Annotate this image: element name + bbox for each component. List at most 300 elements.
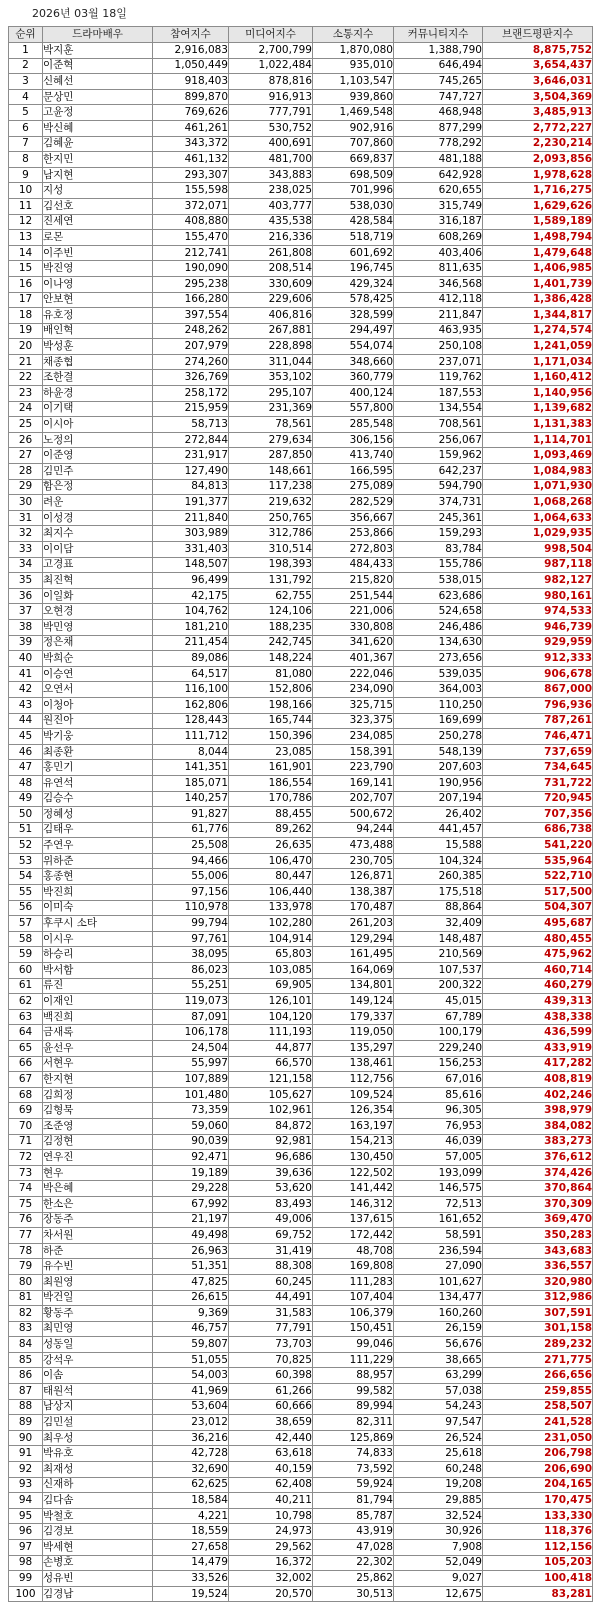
- brand-index-cell: 258,507: [483, 1399, 593, 1415]
- rank-cell: 93: [9, 1477, 43, 1493]
- table-row: [9, 292, 593, 308]
- brand-index-cell: 1,241,059: [483, 339, 593, 355]
- community-cell: 12,675: [394, 1586, 483, 1602]
- community-cell: 175,518: [394, 885, 483, 901]
- participation-cell: 27,658: [153, 1540, 229, 1556]
- media-cell: 198,166: [229, 697, 313, 713]
- community-cell: 57,005: [394, 1150, 483, 1166]
- rank-cell: 70: [9, 1118, 43, 1134]
- actor-name-cell: 박성훈: [43, 339, 153, 355]
- participation-cell: 272,844: [153, 432, 229, 448]
- communication-cell: 25,862: [313, 1571, 394, 1587]
- actor-name-cell: 오현경: [43, 604, 153, 620]
- media-cell: 878,816: [229, 74, 313, 90]
- rank-cell: 12: [9, 214, 43, 230]
- brand-index-cell: 3,485,913: [483, 105, 593, 121]
- media-cell: 10,798: [229, 1508, 313, 1524]
- community-cell: 32,409: [394, 916, 483, 932]
- actor-name-cell: 김승수: [43, 791, 153, 807]
- rank-cell: 50: [9, 807, 43, 823]
- community-cell: 229,240: [394, 1041, 483, 1057]
- media-cell: 60,398: [229, 1368, 313, 1384]
- actor-name-cell: 노정의: [43, 432, 153, 448]
- participation-cell: 372,071: [153, 198, 229, 214]
- brand-index-cell: 998,504: [483, 542, 593, 558]
- brand-index-cell: 133,330: [483, 1508, 593, 1524]
- table-row: [9, 869, 593, 885]
- rank-cell: 48: [9, 775, 43, 791]
- brand-index-cell: 686,738: [483, 822, 593, 838]
- rank-cell: 90: [9, 1430, 43, 1446]
- brand-index-cell: 480,455: [483, 931, 593, 947]
- community-cell: 524,658: [394, 604, 483, 620]
- participation-cell: 51,055: [153, 1352, 229, 1368]
- actor-name-cell: 김경남: [43, 1586, 153, 1602]
- table-row: [9, 1056, 593, 1072]
- rank-cell: 43: [9, 697, 43, 713]
- brand-index-cell: 1,084,983: [483, 464, 593, 480]
- actor-name-cell: 박기웅: [43, 729, 153, 745]
- table-row: [9, 729, 593, 745]
- table-row: [9, 900, 593, 916]
- communication-cell: 538,030: [313, 198, 394, 214]
- community-cell: 346,568: [394, 276, 483, 292]
- communication-cell: 150,451: [313, 1321, 394, 1337]
- community-cell: 76,953: [394, 1118, 483, 1134]
- communication-cell: 707,860: [313, 136, 394, 152]
- media-cell: 106,440: [229, 885, 313, 901]
- media-cell: 198,393: [229, 557, 313, 573]
- media-cell: 24,973: [229, 1524, 313, 1540]
- communication-cell: 360,779: [313, 370, 394, 386]
- communication-cell: 170,487: [313, 900, 394, 916]
- community-cell: 32,524: [394, 1508, 483, 1524]
- participation-cell: 127,490: [153, 464, 229, 480]
- table-row: [9, 573, 593, 589]
- brand-index-cell: 112,156: [483, 1540, 593, 1556]
- community-cell: 548,139: [394, 744, 483, 760]
- community-cell: 594,790: [394, 479, 483, 495]
- table-row: [9, 963, 593, 979]
- media-cell: 343,883: [229, 167, 313, 183]
- participation-cell: 96,499: [153, 573, 229, 589]
- rank-cell: 94: [9, 1493, 43, 1509]
- table-row: [9, 1150, 593, 1166]
- media-cell: 403,777: [229, 198, 313, 214]
- rank-cell: 79: [9, 1259, 43, 1275]
- media-cell: 267,881: [229, 323, 313, 339]
- rank-cell: 88: [9, 1399, 43, 1415]
- media-cell: 84,872: [229, 1118, 313, 1134]
- media-cell: 29,562: [229, 1540, 313, 1556]
- participation-cell: 185,071: [153, 775, 229, 791]
- brand-index-cell: 495,687: [483, 916, 593, 932]
- communication-cell: 172,442: [313, 1228, 394, 1244]
- rank-cell: 14: [9, 245, 43, 261]
- communication-cell: 698,509: [313, 167, 394, 183]
- brand-index-cell: 206,798: [483, 1446, 593, 1462]
- rank-cell: 23: [9, 386, 43, 402]
- rank-cell: 42: [9, 682, 43, 698]
- brand-index-cell: 1,401,739: [483, 276, 593, 292]
- brand-index-cell: 105,203: [483, 1555, 593, 1571]
- community-cell: 315,749: [394, 198, 483, 214]
- media-cell: 102,280: [229, 916, 313, 932]
- actor-name-cell: 박서함: [43, 963, 153, 979]
- media-cell: 44,877: [229, 1041, 313, 1057]
- community-cell: 57,038: [394, 1384, 483, 1400]
- actor-name-cell: 배인혁: [43, 323, 153, 339]
- communication-cell: 89,994: [313, 1399, 394, 1415]
- rank-cell: 75: [9, 1196, 43, 1212]
- rank-cell: 8: [9, 152, 43, 168]
- brand-index-cell: 1,406,985: [483, 261, 593, 277]
- actor-name-cell: 최재성: [43, 1462, 153, 1478]
- media-cell: 63,618: [229, 1446, 313, 1462]
- community-cell: 441,457: [394, 822, 483, 838]
- communication-cell: 223,790: [313, 760, 394, 776]
- table-row: [9, 354, 593, 370]
- rank-cell: 66: [9, 1056, 43, 1072]
- actor-name-cell: 이기택: [43, 401, 153, 417]
- communication-cell: 356,667: [313, 510, 394, 526]
- actor-name-cell: 채종협: [43, 354, 153, 370]
- communication-cell: 234,085: [313, 729, 394, 745]
- media-cell: 133,978: [229, 900, 313, 916]
- rank-cell: 44: [9, 713, 43, 729]
- table-row: [9, 760, 593, 776]
- communication-cell: 59,924: [313, 1477, 394, 1493]
- participation-cell: 461,261: [153, 120, 229, 136]
- communication-cell: 129,294: [313, 931, 394, 947]
- media-cell: 261,808: [229, 245, 313, 261]
- community-cell: 119,762: [394, 370, 483, 386]
- communication-cell: 669,837: [313, 152, 394, 168]
- rank-cell: 64: [9, 1025, 43, 1041]
- participation-cell: 91,827: [153, 807, 229, 823]
- actor-name-cell: 김희정: [43, 1087, 153, 1103]
- table-row: [9, 1571, 593, 1587]
- community-cell: 463,935: [394, 323, 483, 339]
- table-row: [9, 432, 593, 448]
- brand-index-cell: 974,533: [483, 604, 593, 620]
- communication-cell: 348,660: [313, 354, 394, 370]
- brand-index-cell: 541,220: [483, 838, 593, 854]
- table-row: [9, 1274, 593, 1290]
- communication-cell: 230,705: [313, 853, 394, 869]
- actor-name-cell: 태원석: [43, 1384, 153, 1400]
- brand-index-cell: 796,936: [483, 697, 593, 713]
- participation-cell: 51,351: [153, 1259, 229, 1275]
- rank-cell: 68: [9, 1087, 43, 1103]
- communication-cell: 74,833: [313, 1446, 394, 1462]
- participation-cell: 107,889: [153, 1072, 229, 1088]
- brand-index-cell: 1,716,275: [483, 183, 593, 199]
- communication-cell: 137,615: [313, 1212, 394, 1228]
- communication-cell: 169,808: [313, 1259, 394, 1275]
- table-row: [9, 136, 593, 152]
- table-row: [9, 105, 593, 121]
- table-row: [9, 89, 593, 105]
- community-cell: 481,188: [394, 152, 483, 168]
- community-cell: 211,847: [394, 308, 483, 324]
- participation-cell: 303,989: [153, 526, 229, 542]
- communication-cell: 282,529: [313, 495, 394, 511]
- communication-cell: 130,450: [313, 1150, 394, 1166]
- actor-name-cell: 박철호: [43, 1508, 153, 1524]
- communication-cell: 429,324: [313, 276, 394, 292]
- actor-name-cell: 로몬: [43, 230, 153, 246]
- community-cell: 236,594: [394, 1243, 483, 1259]
- participation-cell: 38,095: [153, 947, 229, 963]
- actor-name-cell: 김정현: [43, 1134, 153, 1150]
- table-row: [9, 261, 593, 277]
- community-cell: 58,591: [394, 1228, 483, 1244]
- rank-cell: 63: [9, 1009, 43, 1025]
- communication-cell: 428,584: [313, 214, 394, 230]
- communication-cell: 601,692: [313, 245, 394, 261]
- brand-index-cell: 522,710: [483, 869, 593, 885]
- media-cell: 1,022,484: [229, 58, 313, 74]
- rank-cell: 38: [9, 619, 43, 635]
- media-cell: 295,107: [229, 386, 313, 402]
- table-row: [9, 198, 593, 214]
- participation-cell: 162,806: [153, 697, 229, 713]
- table-row: [9, 323, 593, 339]
- actor-name-cell: 김민설: [43, 1415, 153, 1431]
- brand-index-cell: 289,232: [483, 1337, 593, 1353]
- table-row: [9, 339, 593, 355]
- community-cell: 260,385: [394, 869, 483, 885]
- table-row: [9, 1540, 593, 1556]
- actor-name-cell: 박민영: [43, 619, 153, 635]
- table-row: [9, 370, 593, 386]
- communication-cell: 125,869: [313, 1430, 394, 1446]
- ranking-table: [8, 26, 593, 1602]
- rank-cell: 30: [9, 495, 43, 511]
- actor-name-cell: 지성: [43, 183, 153, 199]
- brand-index-cell: 376,612: [483, 1150, 593, 1166]
- communication-cell: 164,069: [313, 963, 394, 979]
- table-row: [9, 635, 593, 651]
- actor-name-cell: 황동주: [43, 1306, 153, 1322]
- community-cell: 412,118: [394, 292, 483, 308]
- community-cell: 207,603: [394, 760, 483, 776]
- communication-cell: 146,312: [313, 1196, 394, 1212]
- rank-cell: 62: [9, 994, 43, 1010]
- media-cell: 81,080: [229, 666, 313, 682]
- rank-cell: 24: [9, 401, 43, 417]
- brand-index-cell: 336,557: [483, 1259, 593, 1275]
- actor-name-cell: 김다솜: [43, 1493, 153, 1509]
- communication-cell: 169,141: [313, 775, 394, 791]
- rank-cell: 28: [9, 464, 43, 480]
- communication-cell: 138,387: [313, 885, 394, 901]
- brand-index-cell: 3,654,437: [483, 58, 593, 74]
- rank-cell: 19: [9, 323, 43, 339]
- participation-cell: 55,997: [153, 1056, 229, 1072]
- brand-index-cell: 1,071,930: [483, 479, 593, 495]
- table-row: [9, 822, 593, 838]
- actor-name-cell: 연우진: [43, 1150, 153, 1166]
- actor-name-cell: 후쿠시 소타: [43, 916, 153, 932]
- actor-name-cell: 남지현: [43, 167, 153, 183]
- communication-cell: 272,803: [313, 542, 394, 558]
- rank-cell: 7: [9, 136, 43, 152]
- table-row: [9, 1352, 593, 1368]
- participation-cell: 58,713: [153, 417, 229, 433]
- brand-index-cell: 867,000: [483, 682, 593, 698]
- communication-cell: 306,156: [313, 432, 394, 448]
- rank-cell: 11: [9, 198, 43, 214]
- community-cell: 403,406: [394, 245, 483, 261]
- rank-cell: 41: [9, 666, 43, 682]
- actor-name-cell: 금새록: [43, 1025, 153, 1041]
- brand-index-cell: 504,307: [483, 900, 593, 916]
- actor-name-cell: 정혜성: [43, 807, 153, 823]
- actor-name-cell: 윤선우: [43, 1041, 153, 1057]
- community-cell: 88,864: [394, 900, 483, 916]
- participation-cell: 33,526: [153, 1571, 229, 1587]
- rank-cell: 9: [9, 167, 43, 183]
- table-row: [9, 604, 593, 620]
- media-cell: 31,583: [229, 1306, 313, 1322]
- media-cell: 105,627: [229, 1087, 313, 1103]
- actor-name-cell: 신혜선: [43, 74, 153, 90]
- actor-name-cell: 박희순: [43, 651, 153, 667]
- participation-cell: 55,251: [153, 978, 229, 994]
- table-row: [9, 775, 593, 791]
- participation-cell: 116,100: [153, 682, 229, 698]
- rank-cell: 3: [9, 74, 43, 90]
- rank-cell: 16: [9, 276, 43, 292]
- brand-index-cell: 929,959: [483, 635, 593, 651]
- table-row: [9, 464, 593, 480]
- table-row: [9, 1290, 593, 1306]
- brand-index-cell: 370,864: [483, 1181, 593, 1197]
- communication-cell: 111,229: [313, 1352, 394, 1368]
- media-cell: 216,336: [229, 230, 313, 246]
- rank-cell: 81: [9, 1290, 43, 1306]
- actor-name-cell: 이이담: [43, 542, 153, 558]
- rank-cell: 46: [9, 744, 43, 760]
- rank-cell: 91: [9, 1446, 43, 1462]
- brand-index-cell: 737,659: [483, 744, 593, 760]
- communication-cell: 473,488: [313, 838, 394, 854]
- table-row: [9, 245, 593, 261]
- rank-cell: 83: [9, 1321, 43, 1337]
- rank-cell: 73: [9, 1165, 43, 1181]
- community-cell: 190,956: [394, 775, 483, 791]
- rank-cell: 98: [9, 1555, 43, 1571]
- communication-cell: 557,800: [313, 401, 394, 417]
- table-row: [9, 666, 593, 682]
- participation-cell: 166,280: [153, 292, 229, 308]
- brand-index-cell: 8,875,752: [483, 43, 593, 59]
- community-cell: 107,537: [394, 963, 483, 979]
- actor-name-cell: 진세연: [43, 214, 153, 230]
- media-cell: 61,266: [229, 1384, 313, 1400]
- brand-index-cell: 439,313: [483, 994, 593, 1010]
- communication-cell: 141,442: [313, 1181, 394, 1197]
- community-cell: 46,039: [394, 1134, 483, 1150]
- community-cell: 468,948: [394, 105, 483, 121]
- rank-cell: 86: [9, 1368, 43, 1384]
- media-cell: 229,606: [229, 292, 313, 308]
- participation-cell: 97,761: [153, 931, 229, 947]
- report-date: 2026년 03월 18일: [32, 7, 127, 20]
- brand-index-cell: 3,504,369: [483, 89, 593, 105]
- brand-index-cell: 118,376: [483, 1524, 593, 1540]
- participation-cell: 86,023: [153, 963, 229, 979]
- actor-name-cell: 조한결: [43, 370, 153, 386]
- media-cell: 312,786: [229, 526, 313, 542]
- brand-index-cell: 946,739: [483, 619, 593, 635]
- communication-cell: 88,957: [313, 1368, 394, 1384]
- rank-cell: 36: [9, 588, 43, 604]
- brand-index-cell: 720,945: [483, 791, 593, 807]
- participation-cell: 25,508: [153, 838, 229, 854]
- actor-name-cell: 위하준: [43, 853, 153, 869]
- media-cell: 104,120: [229, 1009, 313, 1025]
- media-cell: 78,561: [229, 417, 313, 433]
- media-cell: 38,659: [229, 1415, 313, 1431]
- rank-cell: 10: [9, 183, 43, 199]
- table-row: [9, 1009, 593, 1025]
- actor-name-cell: 손병호: [43, 1555, 153, 1571]
- rank-cell: 100: [9, 1586, 43, 1602]
- brand-index-cell: 204,165: [483, 1477, 593, 1493]
- brand-index-cell: 1,131,383: [483, 417, 593, 433]
- media-cell: 83,493: [229, 1196, 313, 1212]
- community-cell: 160,260: [394, 1306, 483, 1322]
- media-cell: 152,806: [229, 682, 313, 698]
- community-cell: 200,322: [394, 978, 483, 994]
- brand-index-cell: 206,690: [483, 1462, 593, 1478]
- community-cell: 52,049: [394, 1555, 483, 1571]
- participation-cell: 92,471: [153, 1150, 229, 1166]
- rank-cell: 20: [9, 339, 43, 355]
- participation-cell: 99,794: [153, 916, 229, 932]
- table-row: [9, 1072, 593, 1088]
- media-cell: 310,514: [229, 542, 313, 558]
- community-cell: 146,575: [394, 1181, 483, 1197]
- media-cell: 77,791: [229, 1321, 313, 1337]
- rank-cell: 37: [9, 604, 43, 620]
- table-row: [9, 230, 593, 246]
- actor-name-cell: 최종환: [43, 744, 153, 760]
- rank-cell: 39: [9, 635, 43, 651]
- actor-name-cell: 최원영: [43, 1274, 153, 1290]
- community-cell: 161,652: [394, 1212, 483, 1228]
- media-cell: 20,570: [229, 1586, 313, 1602]
- community-cell: 811,635: [394, 261, 483, 277]
- communication-cell: 106,379: [313, 1306, 394, 1322]
- rank-cell: 65: [9, 1041, 43, 1057]
- community-cell: 25,618: [394, 1446, 483, 1462]
- table-row: [9, 276, 593, 292]
- rank-cell: 32: [9, 526, 43, 542]
- brand-index-cell: 517,500: [483, 885, 593, 901]
- participation-cell: 26,615: [153, 1290, 229, 1306]
- rank-cell: 82: [9, 1306, 43, 1322]
- community-cell: 134,630: [394, 635, 483, 651]
- community-cell: 246,486: [394, 619, 483, 635]
- community-cell: 45,015: [394, 994, 483, 1010]
- brand-index-cell: 370,309: [483, 1196, 593, 1212]
- table-row: [9, 1243, 593, 1259]
- actor-name-cell: 성동일: [43, 1337, 153, 1353]
